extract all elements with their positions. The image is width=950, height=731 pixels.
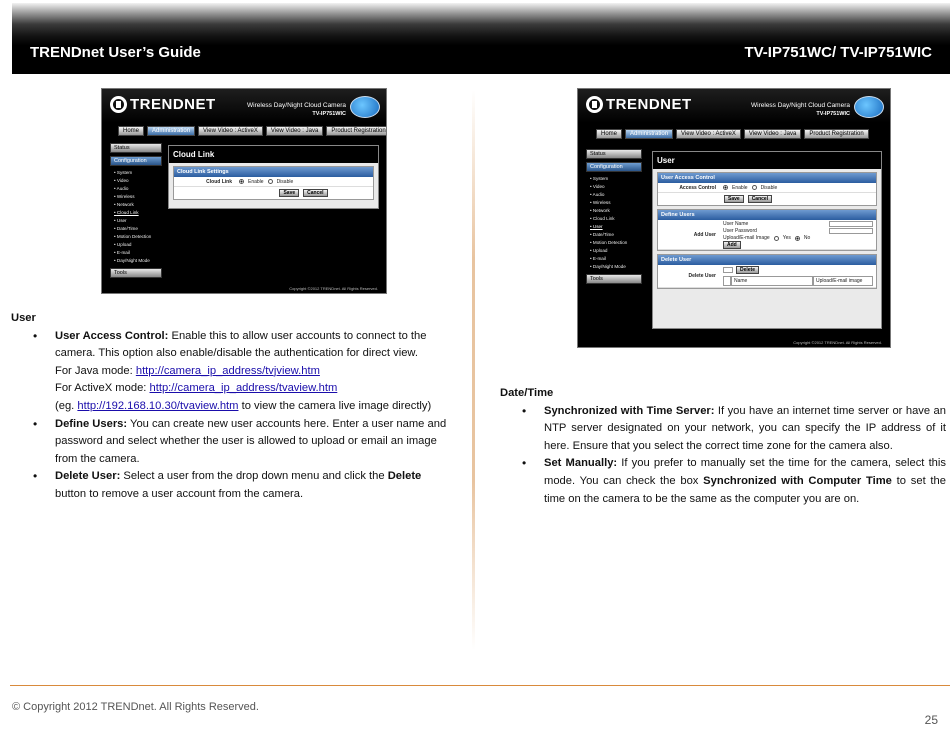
camera-sidebar bbox=[586, 149, 642, 287]
sidebar-configuration[interactable]: Configuration bbox=[586, 162, 642, 172]
add-user-button[interactable]: Add bbox=[723, 241, 741, 249]
user-screenshot bbox=[577, 88, 891, 348]
activex-mode-link[interactable]: http://camera_ip_address/tvaview.htm bbox=[149, 382, 338, 395]
delete-user-section: Delete User Delete User Delete Name Upload/E-mail image bbox=[657, 254, 877, 289]
sidebar-item-email[interactable]: • E-mail bbox=[590, 256, 606, 261]
cloud-link-panel bbox=[168, 145, 379, 209]
access-disable-radio[interactable] bbox=[752, 185, 757, 190]
sidebar-item-motion-detection[interactable]: • Motion Detection bbox=[590, 240, 628, 245]
cancel-button[interactable]: Cancel bbox=[303, 189, 327, 197]
nav-administration[interactable]: Administration bbox=[147, 126, 195, 136]
camera-ui-header bbox=[102, 89, 386, 123]
cloud-link-screenshot bbox=[101, 88, 387, 294]
ui-copyright: Copyright ©2012 TRENDnet. All Rights Reserved. bbox=[793, 340, 882, 345]
user-name-input[interactable] bbox=[829, 221, 873, 227]
camera-ui-header bbox=[578, 89, 890, 123]
save-button[interactable]: Save bbox=[724, 195, 744, 203]
trendnet-logo-icon bbox=[586, 96, 603, 113]
sidebar-item-network[interactable]: • Network bbox=[114, 202, 134, 207]
datetime-section bbox=[500, 385, 946, 508]
sidebar-item-cloud-link[interactable]: • Cloud Link bbox=[114, 210, 139, 215]
sidebar-item-upload[interactable]: • Upload bbox=[114, 242, 132, 247]
cloud-icon bbox=[350, 96, 380, 118]
cloud-link-settings: Cloud Link Settings Cloud Link Enable Disable Save Cancel bbox=[173, 166, 374, 200]
page-header bbox=[12, 3, 950, 74]
panel-title: Cloud Link bbox=[169, 146, 378, 163]
user-password-input[interactable] bbox=[829, 228, 873, 234]
sidebar-status[interactable]: Status bbox=[110, 143, 162, 153]
nav-view-java[interactable]: View Video : Java bbox=[744, 129, 801, 139]
camera-sidebar bbox=[110, 143, 162, 281]
sidebar-item-date-time[interactable]: • Date/Time bbox=[114, 226, 138, 231]
column-separator bbox=[472, 90, 475, 650]
delete-button[interactable]: Delete bbox=[736, 266, 759, 274]
trendnet-logo: TRENDNET bbox=[586, 96, 692, 113]
user-panel bbox=[652, 151, 882, 329]
sidebar-item-motion-detection[interactable]: • Motion Detection bbox=[114, 234, 152, 239]
sidebar-item-day-night[interactable]: • Day/Night Mode bbox=[590, 264, 626, 269]
bullet-define-users: • Define Users: You can create new user accounts here. Enter a user name and password and select whether the user is allowed to upload or email an image from the camera. bbox=[11, 416, 451, 469]
save-button[interactable]: Save bbox=[279, 189, 299, 197]
nav-view-activex[interactable]: View Video : ActiveX bbox=[198, 126, 263, 136]
cloud-icon bbox=[854, 96, 884, 118]
sidebar-item-wireless[interactable]: • Wireless bbox=[590, 200, 611, 205]
sidebar-item-video[interactable]: • Video bbox=[590, 184, 605, 189]
nav-home[interactable]: Home bbox=[596, 129, 622, 139]
user-section bbox=[11, 310, 451, 504]
upload-yes-radio[interactable] bbox=[774, 236, 779, 241]
sidebar-item-system[interactable]: • System bbox=[590, 176, 609, 181]
sidebar-status[interactable]: Status bbox=[586, 149, 642, 159]
trendnet-logo: TRENDNET bbox=[110, 96, 216, 113]
user-access-control-section: User Access Control Access Control Enable Disable Save Cancel bbox=[657, 172, 877, 206]
sidebar-tools[interactable]: Tools bbox=[110, 268, 162, 278]
camera-nav bbox=[596, 129, 869, 139]
sidebar-configuration[interactable]: Configuration bbox=[110, 156, 162, 166]
datetime-heading: Date/Time bbox=[500, 387, 554, 399]
sidebar-item-user[interactable]: • User bbox=[114, 218, 127, 223]
define-users-section: Define Users Add User User Name User Password Upload/E-mail Image Yes No Add bbox=[657, 209, 877, 251]
model-title: TV-IP751WC/ TV-IP751WIC bbox=[744, 44, 932, 61]
nav-product-registration[interactable]: Product Registration bbox=[804, 129, 868, 139]
bullet-delete-user: • Delete User: Select a user from the drop down menu and click the Delete button to remove a user account from the camera. bbox=[11, 468, 451, 503]
footer-divider bbox=[10, 685, 950, 686]
bullet-user-access-control: • User Access Control: Enable this to allow user accounts to connect to the camera. This option also enable/disable the authentication for direct view. For Java mode: http://camera_ip_address/tvjview.htm For ActiveX mode: http://camera_ip_address/tvaview.htm (eg. http://192.168.10.30/tvaview.htm to view the camera live image directly) bbox=[11, 328, 451, 416]
sidebar-item-day-night[interactable]: • Day/Night Mode bbox=[114, 258, 150, 263]
bullet-sync-time-server: • Synchronized with Time Server: If you have an internet time server or have an NTP server designated on your network, you can specify the IP address of it here. Ensure that you select the correct time zone for the camera also. bbox=[500, 403, 946, 456]
disable-radio[interactable] bbox=[268, 179, 273, 184]
nav-view-activex[interactable]: View Video : ActiveX bbox=[676, 129, 741, 139]
upload-no-radio[interactable] bbox=[795, 236, 800, 241]
sidebar-item-network[interactable]: • Network bbox=[590, 208, 610, 213]
sidebar-item-upload[interactable]: • Upload bbox=[590, 248, 608, 253]
nav-administration[interactable]: Administration bbox=[625, 129, 673, 139]
nav-product-registration[interactable]: Product Registration bbox=[326, 126, 387, 136]
sidebar-item-email[interactable]: • E-mail bbox=[114, 250, 130, 255]
nav-view-java[interactable]: View Video : Java bbox=[266, 126, 323, 136]
delete-user-select[interactable] bbox=[723, 267, 733, 273]
ui-copyright: Copyright ©2012 TRENDnet. All Rights Reserved. bbox=[289, 286, 378, 291]
sidebar-item-audio[interactable]: • Audio bbox=[590, 192, 605, 197]
sidebar-item-user[interactable]: • User bbox=[590, 224, 603, 229]
product-name: Wireless Day/Night Cloud Camera TV-IP751WIC bbox=[751, 102, 850, 117]
user-heading: User bbox=[11, 312, 36, 324]
sidebar-tools[interactable]: Tools bbox=[586, 274, 642, 284]
product-name: Wireless Day/Night Cloud Camera TV-IP751WIC bbox=[247, 102, 346, 117]
sidebar-item-date-time[interactable]: • Date/Time bbox=[590, 232, 614, 237]
guide-title: TRENDnet User’s Guide bbox=[30, 44, 201, 61]
access-enable-radio[interactable] bbox=[723, 185, 728, 190]
user-table-header: Name Upload/E-mail image bbox=[723, 276, 873, 286]
enable-radio[interactable] bbox=[239, 179, 244, 184]
java-mode-link[interactable]: http://camera_ip_address/tvjview.htm bbox=[135, 364, 320, 377]
camera-nav bbox=[118, 126, 387, 136]
sidebar-item-audio[interactable]: • Audio bbox=[114, 186, 129, 191]
sidebar-item-system[interactable]: • System bbox=[114, 170, 133, 175]
nav-home[interactable]: Home bbox=[118, 126, 144, 136]
trendnet-logo-icon bbox=[110, 96, 127, 113]
cancel-button[interactable]: Cancel bbox=[748, 195, 772, 203]
sidebar-item-video[interactable]: • Video bbox=[114, 178, 129, 183]
panel-title: User bbox=[653, 152, 881, 169]
example-link[interactable]: http://192.168.10.30/tvaview.htm bbox=[77, 399, 239, 412]
page-number: 25 bbox=[924, 713, 938, 727]
footer-copyright: © Copyright 2012 TRENDnet. All Rights Reserved. bbox=[12, 701, 259, 713]
sidebar-item-cloud-link[interactable]: • Cloud Link bbox=[590, 216, 615, 221]
bullet-set-manually: • Set Manually: If you prefer to manually set the time for the camera, select this mode. You can check the box Synchronized with Computer Time to set the time on the camera to be the same as the computer you are on. bbox=[500, 455, 946, 508]
sidebar-item-wireless[interactable]: • Wireless bbox=[114, 194, 135, 199]
